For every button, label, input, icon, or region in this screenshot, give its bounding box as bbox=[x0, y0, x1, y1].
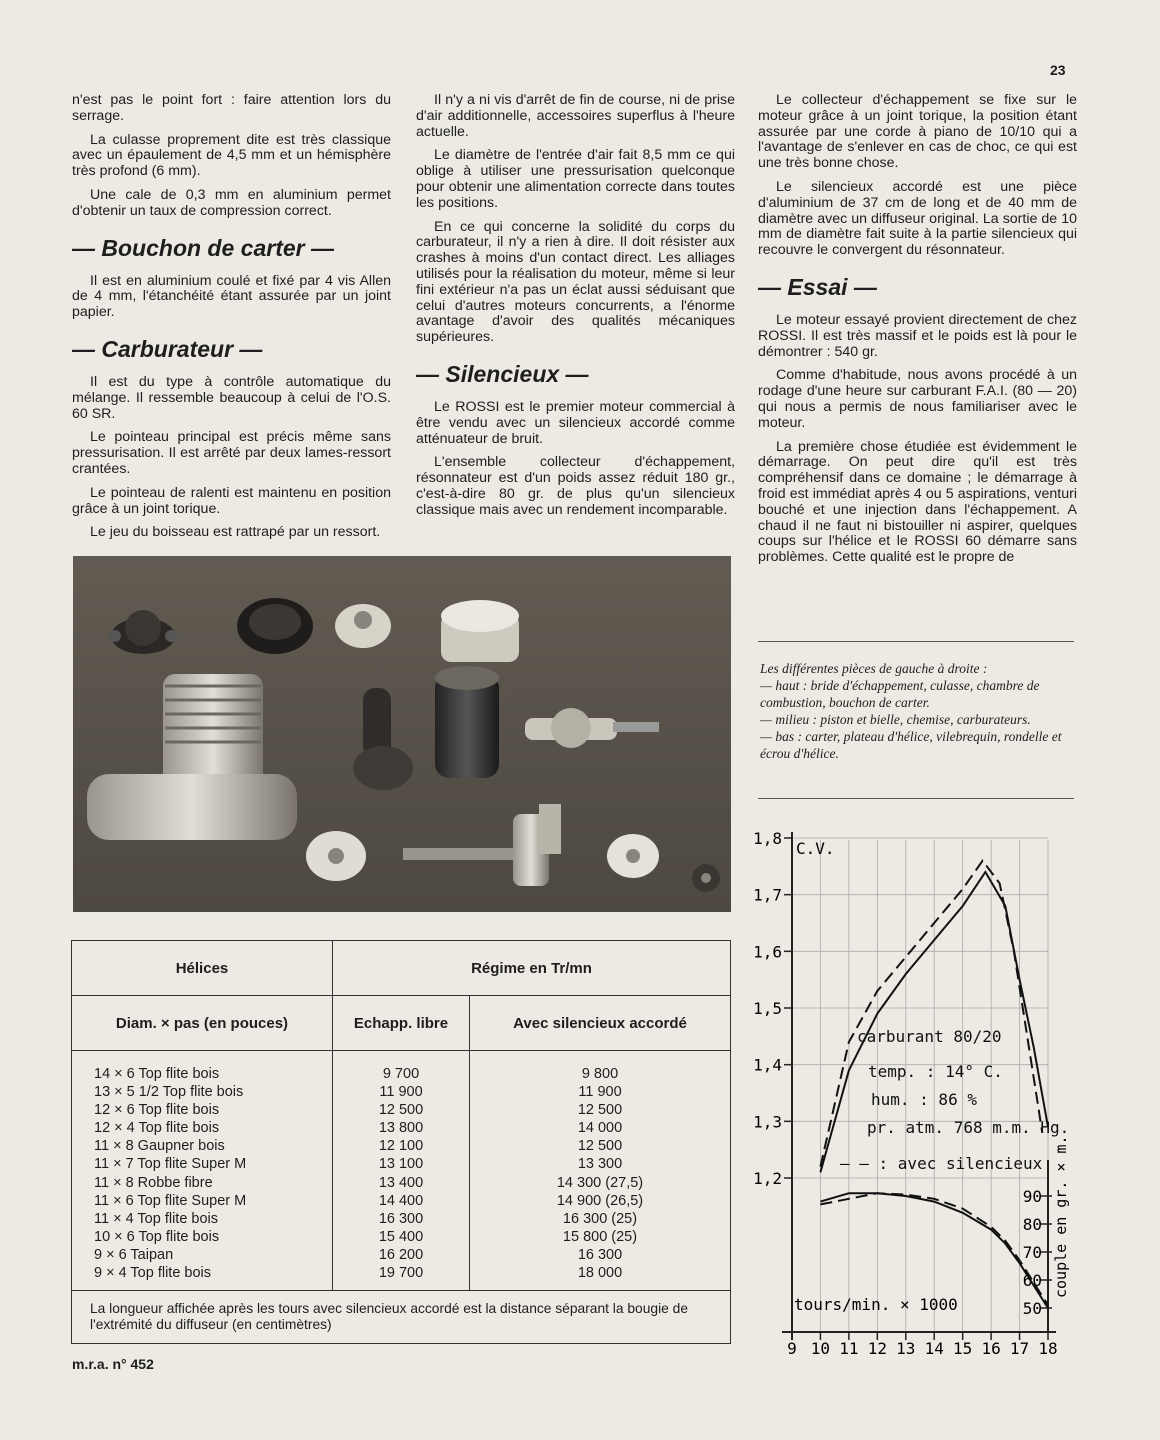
table-cell-tuned-silencer: 15 800 (25) bbox=[562, 1228, 638, 1245]
page-number: 23 bbox=[1050, 62, 1066, 78]
tuned-silencer-column bbox=[470, 1051, 731, 1291]
table-cell-tuned-silencer: 13 300 bbox=[577, 1156, 623, 1173]
paragraph: Le silencieux accordé est une pièce d'aluminium de 37 cm de long et de 40 mm de diamètre avec un diffuseur original. La sortie de 10 mm de diamètre fait suite à la partie silencieux qui recouvre le convergent du résonnateur. bbox=[758, 178, 1077, 259]
footer-issue: m.r.a. n° 452 bbox=[72, 1356, 154, 1372]
power-torque-chart bbox=[745, 820, 1075, 1365]
table-cell-propeller: 11 × 8 Robbe fibre bbox=[94, 1174, 213, 1191]
section-heading: — Carburateur — bbox=[72, 335, 263, 362]
caption-rule-bottom bbox=[758, 798, 1074, 799]
caption-rule-top bbox=[758, 641, 1074, 642]
propeller-rpm-table bbox=[71, 940, 731, 1344]
article-column-3 bbox=[758, 93, 1077, 574]
y-tick-label: 1,3 bbox=[753, 1112, 782, 1132]
table-cell-free-exhaust: 12 500 bbox=[378, 1102, 424, 1119]
table-cell-propeller: 9 × 6 Taipan bbox=[94, 1246, 174, 1263]
y2-tick-label: 50 bbox=[1022, 1299, 1042, 1318]
table-cell-free-exhaust: 13 100 bbox=[378, 1156, 424, 1173]
x-tick-label: 9 bbox=[787, 1339, 797, 1358]
paragraph: Le ROSSI est le premier moteur commercial à être vendu avec un silencieux accordé comme atténuateur de bruit. bbox=[416, 398, 735, 447]
y-tick-label: 1,2 bbox=[753, 1169, 782, 1188]
table-cell-free-exhaust: 13 400 bbox=[378, 1174, 424, 1191]
x-tick-label: 16 bbox=[981, 1339, 1001, 1358]
x-tick-label: 18 bbox=[1038, 1339, 1058, 1358]
y-tick-label: 1,5 bbox=[753, 999, 782, 1018]
paragraph: L'ensemble collecteur d'échappement, résonnateur est d'un poids assez réduit 180 gr., c'est-à-dire 80 gr. de plus qu'un silencieux classique mais avec un rendement incomparable. bbox=[416, 454, 735, 518]
table-cell-tuned-silencer: 12 500 bbox=[577, 1102, 623, 1119]
chart-annotation: temp. : 14° C. bbox=[868, 1062, 1003, 1081]
table-cell-propeller: 11 × 4 Top flite bois bbox=[94, 1210, 219, 1227]
paragraph: Le pointeau principal est précis même sans pressurisation. Il est arrêté par deux lames-ressort crantées. bbox=[72, 429, 391, 477]
table-cell-free-exhaust: 19 700 bbox=[378, 1265, 424, 1282]
paragraph: Le pointeau de ralenti est maintenu en position grâce à un joint torique. bbox=[72, 484, 391, 517]
y2-tick-label: 80 bbox=[1022, 1215, 1042, 1234]
table-note: La longueur affichée après les tours avec silencieux accordé est la distance séparant la bougie de l'extrémité du diffuseur (en centimètres) bbox=[72, 1291, 731, 1344]
chart-annotation: hum. : 86 % bbox=[871, 1090, 977, 1109]
paragraph: La culasse proprement dite est très classique avec un épaulement de 4,5 mm et un hémisphère très profond (6 mm). bbox=[72, 131, 391, 180]
paragraph: La première chose étudiée est évidemment le démarrage. On peut dire qu'il est très compréhensif dans ce domaine ; le démarrage à froid est immédiat après 4 ou 5 aspirations, venturi bouché et une injection dans l'échappement. A chaud il ne faut ni bistouiller ni aspirer, quelques coups sur l'hélice et le ROSSI 60 démarre sans problèmes. Cette qualité est le propre de bbox=[758, 438, 1077, 566]
table-header-tuned-silencer: Avec silencieux accordé bbox=[470, 996, 731, 1051]
paragraph: Le diamètre de l'entrée d'air fait 8,5 mm ce qui oblige à utiliser une pressurisation quelconque pour obtenir une alimentation correcte dans toutes les positions. bbox=[416, 147, 735, 211]
y-tick-label: 1,6 bbox=[753, 942, 782, 962]
table-cell-tuned-silencer: 18 000 bbox=[577, 1265, 623, 1282]
chart-annotation: pr. atm. 768 m.m. Hg. bbox=[867, 1118, 1070, 1137]
paragraph: Une cale de 0,3 mm en aluminium permet d'obtenir un taux de compression correct. bbox=[72, 186, 391, 219]
table-cell-propeller: 12 × 6 Top flite bois bbox=[94, 1102, 220, 1119]
y-tick-label: 1,8 bbox=[753, 829, 782, 848]
table-cell-tuned-silencer: 14 000 bbox=[577, 1120, 623, 1137]
table-cell-propeller: 11 × 8 Gaupner bois bbox=[94, 1138, 225, 1155]
table-cell-free-exhaust: 11 900 bbox=[379, 1084, 423, 1101]
table-cell-free-exhaust: 14 400 bbox=[378, 1192, 424, 1209]
section-heading: — Essai — bbox=[758, 273, 877, 300]
table-cell-propeller: 10 × 6 Top flite bois bbox=[94, 1228, 220, 1245]
y2-tick-label: 60 bbox=[1022, 1271, 1042, 1290]
table-cell-tuned-silencer: 16 300 (25) bbox=[562, 1210, 638, 1227]
table-cell-propeller: 11 × 7 Top flite Super M bbox=[94, 1156, 247, 1173]
x-tick-label: 11 bbox=[839, 1339, 859, 1358]
paragraph: Le moteur essayé provient directement de chez ROSSI. Il est très massif et le poids est là pour le démontrer : 540 gr. bbox=[758, 311, 1077, 360]
section-heading: — Bouchon de carter — bbox=[72, 234, 334, 261]
y-tick-label: 1,4 bbox=[753, 1055, 782, 1075]
table-cell-free-exhaust: 12 100 bbox=[378, 1138, 424, 1155]
chart-annotation: – – : avec silencieux bbox=[840, 1154, 1043, 1173]
paragraph: n'est pas le point fort : faire attention lors du serrage. bbox=[72, 92, 391, 124]
table-cell-free-exhaust: 13 800 bbox=[378, 1120, 424, 1137]
table-cell-propeller: 11 × 6 Top flite Super M bbox=[94, 1192, 247, 1209]
x-tick-label: 12 bbox=[867, 1339, 887, 1358]
table-cell-free-exhaust: 9 700 bbox=[382, 1066, 420, 1082]
table-cell-tuned-silencer: 12 500 bbox=[577, 1138, 623, 1155]
paragraph: Il n'y a ni vis d'arrêt de fin de course, ni de prise d'air additionnelle, accessoires superflus à l'heure actuelle. bbox=[416, 92, 735, 140]
table-cell-propeller: 13 × 5 1/2 Top flite bois bbox=[94, 1084, 244, 1101]
y-axis-label: C.V. bbox=[796, 839, 835, 858]
chart-annotation: carburant 80/20 bbox=[857, 1027, 1002, 1046]
table-header-helices: Hélices bbox=[72, 941, 333, 996]
y2-axis-label: couple en gr. × m. bbox=[1052, 1135, 1070, 1298]
table-cell-free-exhaust: 16 300 bbox=[378, 1210, 424, 1227]
section-heading: — Silencieux — bbox=[416, 360, 589, 387]
table-cell-propeller: 9 × 4 Top flite bois bbox=[94, 1265, 212, 1282]
table-cell-free-exhaust: 15 400 bbox=[378, 1228, 424, 1245]
table-cell-tuned-silencer: 9 800 bbox=[581, 1066, 619, 1082]
table-cell-tuned-silencer: 14 300 (27,5) bbox=[556, 1174, 644, 1191]
article-column-2 bbox=[416, 93, 735, 527]
x-tick-label: 13 bbox=[896, 1339, 916, 1358]
paragraph: Il est en aluminium coulé et fixé par 4 vis Allen de 4 mm, l'étanchéité étant assurée par un joint papier. bbox=[72, 272, 391, 321]
table-cell-propeller: 14 × 6 Top flite bois bbox=[94, 1066, 220, 1082]
table-body-row bbox=[72, 1051, 731, 1291]
caption-line: — bas : carter, plateau d'hélice, vilebrequin, rondelle et écrou d'hélice. bbox=[760, 729, 1062, 761]
engine-parts-illustration bbox=[73, 556, 731, 912]
photo-caption bbox=[760, 660, 1075, 762]
table-cell-tuned-silencer: 11 900 bbox=[578, 1084, 622, 1101]
paragraph: En ce qui concerne la solidité du corps du carburateur, il n'y a rien à dire. Il doit résister aux crashes à moins d'un contact direct. Les alliages utilisés pour la réalisation du moteur, même si leur fini extérieur n'a pas un éclat aussi séduisant que celui d'autres moteurs concurrents, a l'énorme avantage d'avoir des qualités mécaniques supérieures. bbox=[416, 218, 735, 346]
propeller-column bbox=[72, 1051, 333, 1291]
paragraph: Le collecteur d'échappement se fixe sur le moteur grâce à un joint torique, la position étant assurée par une corde à piano de 10/10 qui a l'avantage de s'enlever en cas de choc, ce qui est une très bonne chose. bbox=[758, 92, 1077, 172]
x-tick-label: 17 bbox=[1009, 1339, 1030, 1358]
table-header-free-exhaust: Echapp. libre bbox=[333, 996, 470, 1051]
paragraph: Comme d'habitude, nous avons procédé à un rodage d'une heure sur carburant F.A.I. (80 — 20) qui nous a permis de nous familiariser avec le moteur. bbox=[758, 367, 1077, 431]
engine-parts-photo bbox=[73, 556, 731, 912]
x-axis-label: tours/min. × 1000 bbox=[794, 1295, 958, 1314]
table-cell-tuned-silencer: 16 300 bbox=[577, 1246, 623, 1263]
power-chart-svg bbox=[745, 820, 1075, 1360]
article-column-1 bbox=[72, 93, 391, 549]
table-header-diameter: Diam. × pas (en pouces) bbox=[72, 996, 333, 1051]
caption-line: — haut : bride d'échappement, culasse, chambre de combustion, bouchon de carter. bbox=[760, 678, 1040, 710]
y2-tick-label: 90 bbox=[1022, 1187, 1042, 1206]
table-cell-free-exhaust: 16 200 bbox=[378, 1246, 424, 1263]
table-header-regime: Régime en Tr/mn bbox=[333, 941, 731, 996]
table-cell-propeller: 12 × 4 Top flite bois bbox=[94, 1120, 220, 1137]
paragraph: Il est du type à contrôle automatique du mélange. Il ressemble beaucoup à celui de l'O.S. 60 SR. bbox=[72, 373, 391, 422]
x-tick-label: 10 bbox=[810, 1339, 831, 1358]
x-tick-label: 14 bbox=[924, 1339, 944, 1358]
caption-line: — milieu : piston et bielle, chemise, carburateurs. bbox=[760, 712, 1031, 727]
table-cell-tuned-silencer: 14 900 (26,5) bbox=[556, 1192, 644, 1209]
free-exhaust-column bbox=[333, 1051, 470, 1291]
x-tick-label: 15 bbox=[953, 1339, 973, 1358]
y2-tick-label: 70 bbox=[1022, 1243, 1042, 1262]
y-tick-label: 1,7 bbox=[753, 885, 782, 905]
caption-line: Les différentes pièces de gauche à droite : bbox=[760, 661, 988, 676]
paragraph: Le jeu du boisseau est rattrapé par un ressort. bbox=[90, 524, 381, 541]
